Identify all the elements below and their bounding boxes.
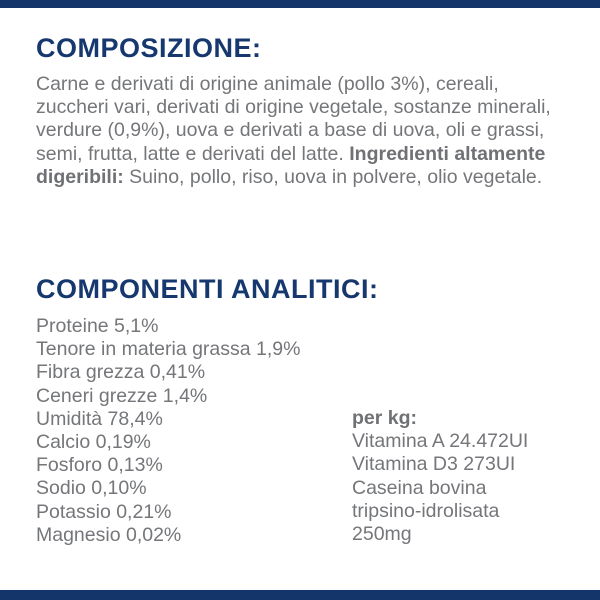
- analytic-item-umidita: Umidità 78,4%: [36, 407, 163, 430]
- digestible-ingredients-text: Suino, pollo, riso, uova in polvere, olio vegetale.: [123, 165, 543, 188]
- digestible-ingredients-label: Ingredienti altamente digeribili:: [36, 142, 546, 188]
- per-kg-label: per kg:: [352, 407, 418, 430]
- analytic-item-ceneri: Ceneri grezze 1,4%: [36, 384, 208, 407]
- top-accent-bar: [0, 0, 600, 8]
- composition-ingredient-list: Carne e derivati di origine animale (pollo 3%), cereali, zuccheri vari, derivati di origine vegetale, sostanze minerali, verdure (0,9%), uova e derivati a base di uova, oli e grassi, semi, frutta, latte e derivati del latte.: [36, 73, 551, 165]
- analytic-item-fosforo: Fosforo 0,13%: [36, 454, 163, 477]
- analytic-item-calcio: Calcio 0,19%: [36, 431, 151, 454]
- composition-body: [36, 73, 576, 189]
- per-kg-item-vitamina-d3: Vitamina D3 273UI: [352, 453, 516, 476]
- analytical-values-column: [36, 315, 352, 547]
- analytic-item-magnesio: Magnesio 0,02%: [36, 523, 182, 546]
- bottom-accent-bar: [0, 590, 600, 600]
- analytic-item-fibra: Fibra grezza 0,41%: [36, 361, 206, 384]
- analytic-item-sodio: Sodio 0,10%: [36, 477, 147, 500]
- analytic-item-potassio: Potassio 0,21%: [36, 500, 172, 523]
- composition-title: COMPOSIZIONE:: [36, 33, 262, 63]
- per-kg-item-vitamina-a: Vitamina A 24.472UI: [352, 430, 529, 453]
- per-kg-column: [352, 407, 528, 546]
- per-kg-item-250mg: 250mg: [352, 523, 412, 546]
- analytic-item-grassa: Tenore in materia grassa 1,9%: [36, 338, 301, 361]
- label-content: [36, 8, 576, 547]
- analytical-components-title: COMPONENTI ANALITICI:: [36, 274, 379, 305]
- analytic-item-proteine: Proteine 5,1%: [36, 315, 159, 338]
- per-kg-item-tripsino: tripsino-idrolisata: [352, 499, 500, 522]
- analytical-columns: [36, 315, 576, 547]
- per-kg-item-caseina: Caseina bovina: [352, 476, 487, 499]
